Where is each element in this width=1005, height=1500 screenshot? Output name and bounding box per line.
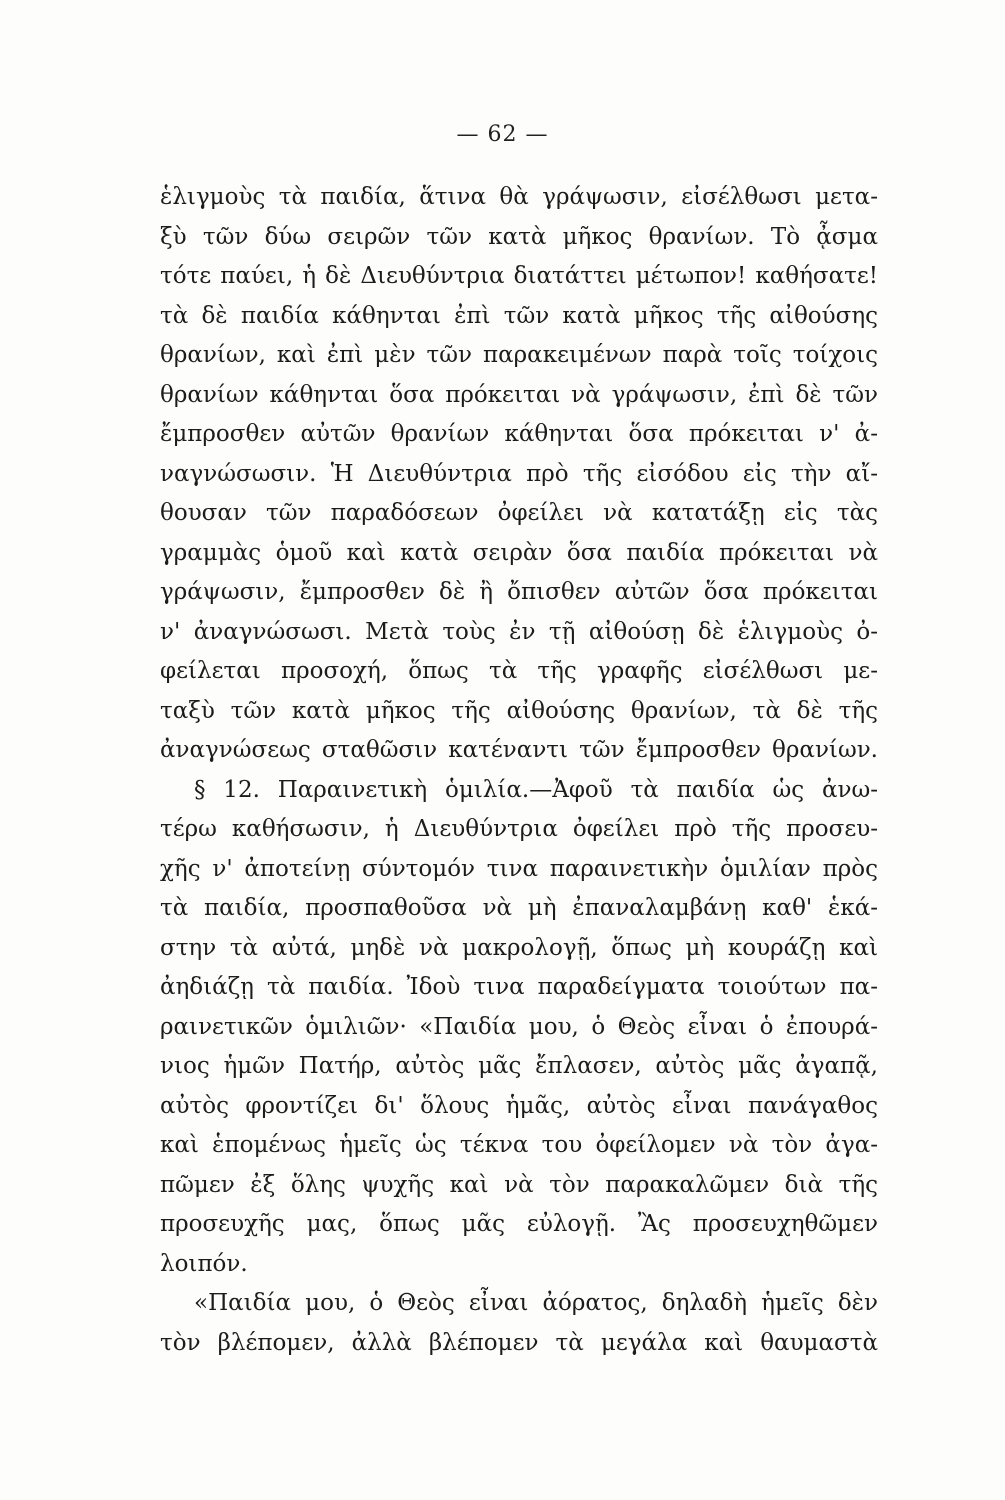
text-line: ἔμπροσθεν αὐτῶν θρανίων κάθηνται ὅσα πρόκειται ν' ἀ- — [160, 421, 878, 447]
text-line: ραινετικῶν ὁμιλιῶν· «Παιδία μου, ὁ Θεὸς εἶναι ὁ ἐπουρά- — [160, 1013, 878, 1040]
text-line: θουσαν τῶν παραδόσεων ὀφείλει νὰ κατατάξῃ εἰς τὰς — [160, 500, 878, 526]
text-line: ν' ἀναγνώσωσι. Μετὰ τοὺς ἐν τῇ αἰθούσῃ δὲ ἑλιγμοὺς ὀ- — [160, 618, 878, 645]
text-line: τέρω καθήσωσιν, ἡ Διευθύντρια ὀφείλει πρὸ τῆς προσευ- — [160, 816, 878, 842]
text-line: τὰ παιδία, προσπαθοῦσα νὰ μὴ ἐπαναλαμβάνῃ καθ' ἑκά- — [160, 895, 878, 921]
section-heading-line: § 12. Παραινετικὴ ὁμιλία.—Ἀφοῦ τὰ παιδία ὡς ἀνω- — [194, 776, 878, 803]
text-line: νιος ἡμῶν Πατήρ, αὐτὸς μᾶς ἔπλασεν, αὐτὸς μᾶς ἀγαπᾷ, — [160, 1053, 878, 1079]
text-line: ταξὺ τῶν κατὰ μῆκος τῆς αἰθούσης θρανίων, τὰ δὲ τῆς — [160, 697, 878, 724]
text-line: χῆς ν' ἀποτείνῃ σύντομόν τινα παραινετικὴν ὁμιλίαν πρὸς — [160, 855, 878, 882]
text-line: θρανίων κάθηνται ὅσα πρόκειται νὰ γράψωσιν, ἐπὶ δὲ τῶν — [160, 381, 878, 408]
text-line: γράψωσιν, ἔμπροσθεν δὲ ἢ ὄπισθεν αὐτῶν ὅσα πρόκειται — [160, 579, 878, 605]
text-line: φείλεται προσοχή, ὅπως τὰ τῆς γραφῆς εἰσέλθωσι με- — [160, 658, 878, 684]
text-line: ἀηδιάζῃ τὰ παιδία. Ἰδοὺ τινα παραδείγματα τοιούτων πα- — [160, 974, 878, 1000]
page-number: — 62 — — [456, 122, 549, 147]
text-line: θρανίων, καὶ ἐπὶ μὲν τῶν παρακειμένων παρὰ τοῖς τοίχοις — [160, 342, 878, 368]
text-line: τότε παύει, ἡ δὲ Διευθύντρια διατάττει μέτωπον! καθήσατε! — [160, 263, 878, 289]
text-line: ναγνώσωσιν. Ἡ Διευθύντρια πρὸ τῆς εἰσόδου εἰς τὴν αἴ- — [160, 460, 878, 487]
text-line: ξὺ τῶν δύω σειρῶν τῶν κατὰ μῆκος θρανίων. Τὸ ᾆσμα — [160, 223, 878, 250]
text-line: στην τὰ αὐτά, μηδὲ νὰ μακρολογῇ, ὅπως μὴ κουράζῃ καὶ — [160, 934, 878, 961]
text-line: ἀναγνώσεως σταθῶσιν κατέναντι τῶν ἔμπροσθεν θρανίων. — [160, 737, 878, 763]
text-line: καὶ ἑπομένως ἡμεῖς ὡς τέκνα του ὀφείλομεν νὰ τὸν ἀγα- — [160, 1132, 878, 1158]
text-line: τὸν βλέπομεν, ἀλλὰ βλέπομεν τὰ μεγάλα καὶ θαυμαστὰ — [160, 1329, 878, 1356]
text-line: αὐτὸς φροντίζει δι' ὅλους ἡμᾶς, αὐτὸς εἶναι πανάγαθος — [160, 1092, 878, 1119]
text-line: πῶμεν ἐξ ὅλης ψυχῆς καὶ νὰ τὸν παρακαλῶμεν διὰ τῆς — [160, 1171, 878, 1198]
text-line: ἑλιγμοὺς τὰ παιδία, ἅτινα θὰ γράψωσιν, εἰσέλθωσι μετα- — [160, 184, 878, 210]
text-line: προσευχῆς μας, ὅπως μᾶς εὐλογῇ. Ἂς προσευχηθῶμεν — [160, 1211, 878, 1237]
paragraph-start-line: «Παιδία μου, ὁ Θεὸς εἶναι ἀόρατος, δηλαδὴ ἡμεῖς δὲν — [194, 1290, 878, 1316]
text-line: γραμμὰς ὁμοῦ καὶ κατὰ σειρὰν ὅσα παιδία πρόκειται νὰ — [160, 539, 878, 566]
text-line: τὰ δὲ παιδία κάθηνται ἐπὶ τῶν κατὰ μῆκος τῆς αἰθούσης — [160, 302, 878, 329]
text-line: λοιπόν. — [160, 1250, 248, 1277]
body-text — [160, 178, 878, 1363]
